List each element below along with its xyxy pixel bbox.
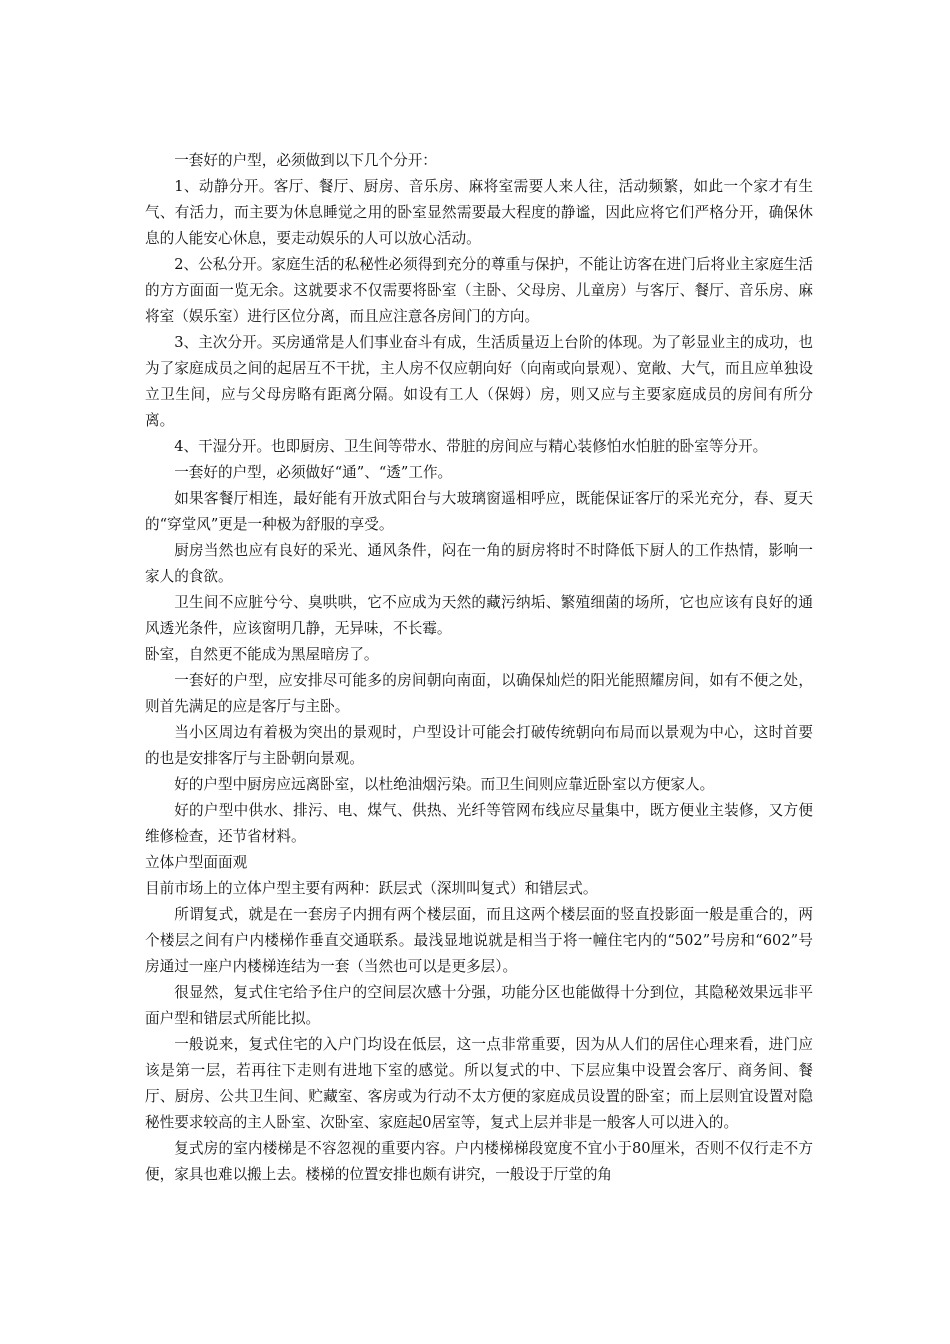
paragraph: 一套好的户型，必须做好“通”、“透”工作。 [174,464,453,481]
paragraph: 3、主次分开。买房通常是人们事业奋斗有成，生活质量迈上台阶的体现。为了彰显业主的成功，也为了家庭成员之间的起居互不干扰，主人房不仅应朝向好（向南或向景观）、宽敞、大气，而且应单独设立卫生间，应与父母房略有距离分隔。如设有工人（保姆）房，则又应与主要家庭成员的房间有所分离。 [145,334,813,429]
paragraph: 4、干湿分开。也即厨房、卫生间等带水、带脏的房间应与精心装修怕水怕脏的卧室等分开。 [174,438,768,455]
paragraph: 当小区周边有着极为突出的景观时，户型设计可能会打破传统朝向布局而以景观为中心，这时首要的也是安排客厅与主卧朝向景观。 [145,724,813,767]
paragraph: 1、动静分开。客厅、餐厅、厨房、音乐房、麻将室需要人来人往，活动频繁，如此一个家才有生气、有活力，而主要为休息睡觉之用的卧室显然需要最大程度的静谧，因此应将它们严格分开，确保休息的人能安心休息，要走动娱乐的人可以放心活动。 [145,178,813,247]
paragraph: 复式房的室内楼梯是不容忽视的重要内容。户内楼梯梯段宽度不宜小于80厘米，否则不仅行走不方便，家具也难以搬上去。楼梯的位置安排也颇有讲究，一般设于厅堂的角 [145,1140,813,1183]
paragraph: 一套好的户型，必须做到以下几个分开： [174,152,437,169]
paragraph: 一套好的户型，应安排尽可能多的房间朝向南面，以确保灿烂的阳光能照耀房间，如有不便之处，则首先满足的应是客厅与主卧。 [145,672,813,715]
paragraph: 好的户型中厨房应远离卧室，以杜绝油烟污染。而卫生间则应靠近卧室以方便家人。 [174,776,715,793]
paragraph: 如果客餐厅相连，最好能有开放式阳台与大玻璃窗遥相呼应，既能保证客厅的采光充分，春、夏天的“穿堂风”更是一种极为舒服的享受。 [145,490,813,533]
paragraph: 厨房当然也应有良好的采光、通风条件，闷在一角的厨房将时不时降低下厨人的工作热情，影响一家人的食欲。 [145,542,813,585]
paragraph: 立体户型面面观 [145,854,248,871]
paragraph: 一般说来，复式住宅的入户门均设在低层，这一点非常重要，因为从人们的居住心理来看，进门应该是第一层，若再往下走则有进地下室的感觉。所以复式的中、下层应集中设置会客厅、商务间、餐厅、厨房、公共卫生间、贮藏室、客房或为行动不太方便的家庭成员设置的卧室；而上层则宜设置对隐秘性要求较高的主人卧室、次卧室、家庭起0居室等，复式上层并非是一般客人可以进入的。 [145,1036,813,1131]
paragraph: 好的户型中供水、排污、电、煤气、供热、光纤等管网布线应尽量集中，既方便业主装修，又方便维修检查，还节省材料。 [145,802,813,845]
paragraph: 所谓复式，就是在一套房子内拥有两个楼层面，而且这两个楼层面的竖直投影面一般是重合的，两个楼层之间有户内楼梯作垂直交通联系。最浅显地说就是相当于将一幢住宅内的“502”号房和“602”号房通过一座户内楼梯连结为一套（当然也可以是更多层）。 [145,906,813,975]
paragraph: 2、公私分开。家庭生活的私秘性必须得到充分的尊重与保护，不能让访客在进门后将业主家庭生活的方方面面一览无余。这就要求不仅需要将卧室（主卧、父母房、儿童房）与客厅、餐厅、音乐房、麻将室（娱乐室）进行区位分离，而且应注意各房间门的方向。 [145,256,813,325]
paragraph: 卧室，自然更不能成为黑屋暗房了。 [145,646,379,663]
paragraph: 很显然，复式住宅给予住户的空间层次感十分强，功能分区也能做得十分到位，其隐秘效果远非平面户型和错层式所能比拟。 [145,984,813,1027]
paragraph: 目前市场上的立体户型主要有两种：跃层式（深圳叫复式）和错层式。 [145,880,598,897]
document-body [145,148,813,1188]
paragraph: 卫生间不应脏兮兮、臭哄哄，它不应成为天然的藏污纳垢、繁殖细菌的场所，它也应该有良好的通风透光条件，应该窗明几静，无异味，不长霉。 [145,594,813,637]
